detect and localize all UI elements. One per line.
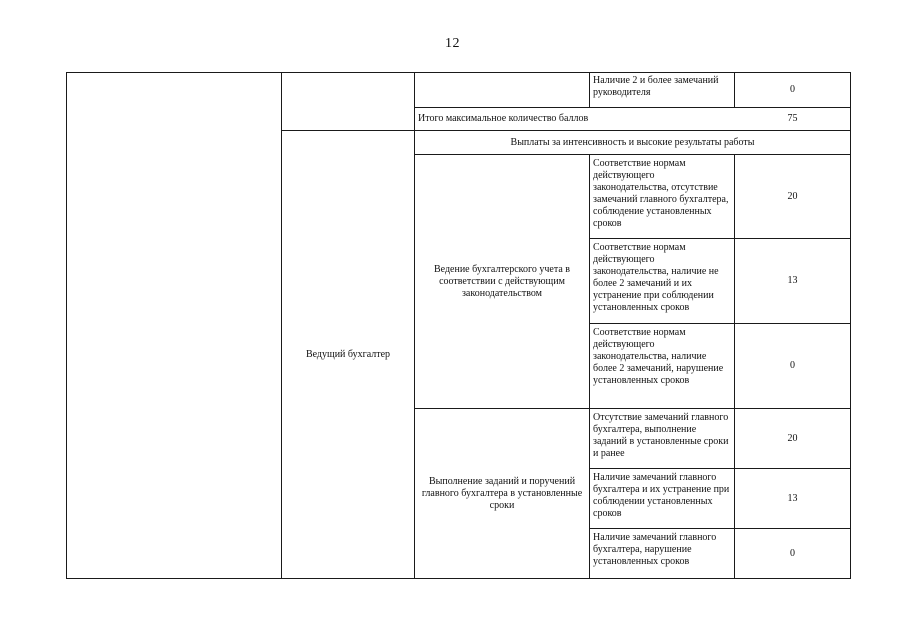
total-label: Итого максимальное количество баллов: [418, 113, 589, 124]
table-left-border: [66, 72, 67, 579]
score-cell: 13: [787, 275, 798, 286]
section-header: Выплаты за интенсивность и высокие результаты работы: [510, 136, 755, 148]
indicator-name: Ведение бухгалтерского учета в соответствии с действующим законодательством: [433, 263, 571, 299]
position-cell: Ведущий бухгалтер: [305, 348, 391, 360]
score-cell: 0: [790, 84, 795, 95]
page-number: 12: [445, 36, 460, 51]
score-cell: 0: [790, 360, 795, 371]
criterion-cell: Соответствие нормам действующего законодательства, наличие более 2 замечаний, нарушение установленных сроков: [593, 327, 724, 386]
criterion-cell: Наличие 2 и более замечаний руководителя: [593, 75, 719, 98]
score-cell: 0: [790, 547, 795, 559]
score-cell: 13: [787, 492, 798, 504]
score-cell: 20: [787, 432, 798, 444]
criterion-cell: Соответствие нормам действующего законодательства, наличие не более 2 замечаний и их устранение при соблюдении установленных сроков: [593, 242, 719, 313]
criterion-cell: Отсутствие замечаний главного бухгалтера, выполнение заданий в установленные сроки и ранее: [593, 412, 729, 459]
indicator-name: Выполнение заданий и поручений главного бухгалтера в установленные сроки: [421, 475, 583, 511]
score-cell: 20: [787, 190, 798, 202]
criterion-cell: Наличие замечаний главного бухгалтера и их устранение при соблюдении установленных сроков: [593, 472, 730, 519]
criterion-cell: Соответствие нормам действующего законодательства, отсутствие замечаний главного бухгалтера, соблюдение установленных сроков: [593, 158, 729, 229]
criterion-cell: Наличие замечаний главного бухгалтера, нарушение установленных сроков: [593, 532, 717, 567]
table-right-border: [850, 72, 851, 579]
total-value: 75: [787, 113, 798, 124]
